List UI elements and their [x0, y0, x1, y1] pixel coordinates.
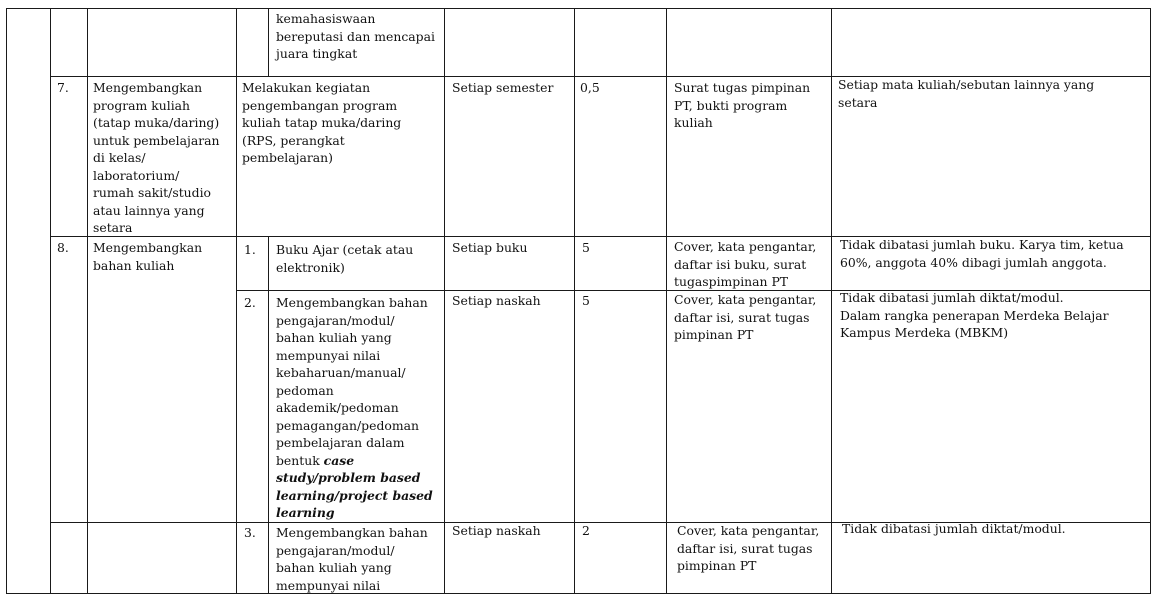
- table-border-line: [666, 8, 667, 594]
- description-text: Mengembangkan bahan pengajaran/modul/ bahan kuliah yang mempunyai nilai kebaharuan/manual/ pedoman akademik/pedoman pemagangan/pedoman pembelajaran dalam bentuk: [276, 295, 428, 468]
- table-border-line: [87, 8, 88, 594]
- activity-cell: Mengembangkan bahan kuliah: [93, 240, 203, 273]
- table-border-line: [236, 8, 237, 594]
- table-border-line: [268, 236, 269, 594]
- note-cell: Tidak dibatasi jumlah buku. Karya tim, ketua 60%, anggota 40% dibagi jumlah anggota.: [840, 237, 1124, 270]
- row-number: 7.: [57, 80, 69, 95]
- period-cell: Setiap buku: [452, 240, 528, 255]
- sub-item-number: 2.: [244, 295, 256, 310]
- table-border-line: [6, 8, 1151, 9]
- note-cell: Setiap mata kuliah/sebutan lainnya yang setara: [838, 77, 1095, 110]
- evidence-cell: Cover, kata pengantar, daftar isi buku, surat tugaspimpinan PT: [674, 239, 817, 289]
- evidence-cell: Cover, kata pengantar, daftar isi, surat tugas pimpinan PT: [674, 292, 817, 342]
- activity-cell: Mengembangkan program kuliah (tatap muka/daring) untuk pembelajaran di kelas/ laboratorium/ rumah sakit/studio atau lainnya yang setara: [93, 80, 220, 235]
- evidence-cell: Cover, kata pengantar, daftar isi, surat tugas pimpinan PT: [677, 523, 820, 573]
- table-border-line: [268, 8, 269, 76]
- description-cell: Mengembangkan bahan pengajaran/modul/ bahan kuliah yang mempunyai nilai: [276, 525, 428, 593]
- description-cell: Melakukan kegiatan pengembangan program kuliah tatap muka/daring (RPS, perangkat pembelajaran): [242, 80, 402, 165]
- credit-cell: 5: [582, 293, 590, 308]
- sub-item-number: 3.: [244, 525, 256, 540]
- table-border-line: [1150, 8, 1151, 594]
- row-number: 8.: [57, 240, 69, 255]
- table-border-line: [50, 8, 51, 594]
- credit-cell: 2: [582, 523, 590, 538]
- description-cell: kemahasiswaan bereputasi dan mencapai juara tingkat: [276, 11, 435, 61]
- table-border-line: [574, 8, 575, 594]
- description-cell: [276, 294, 442, 522]
- credit-cell: 5: [582, 240, 590, 255]
- note-cell: Tidak dibatasi jumlah diktat/modul. Dalam rangka penerapan Merdeka Belajar Kampus Merdeka (MBKM): [840, 290, 1109, 340]
- period-cell: Setiap naskah: [452, 293, 541, 308]
- note-cell: Tidak dibatasi jumlah diktat/modul.: [842, 521, 1066, 536]
- description-cell: Buku Ajar (cetak atau elektronik): [276, 242, 414, 275]
- emphasis-text: case study/problem based learning/project based learning: [276, 452, 433, 520]
- table-border-line: [6, 593, 1151, 594]
- evidence-cell: Surat tugas pimpinan PT, bukti program kuliah: [674, 80, 811, 130]
- table-border-line: [831, 8, 832, 594]
- credit-cell: 0,5: [580, 80, 600, 95]
- period-cell: Setiap semester: [452, 80, 554, 95]
- table-border-line: [6, 8, 7, 594]
- sub-item-number: 1.: [244, 242, 256, 257]
- period-cell: Setiap naskah: [452, 523, 541, 538]
- table-border-line: [444, 8, 445, 594]
